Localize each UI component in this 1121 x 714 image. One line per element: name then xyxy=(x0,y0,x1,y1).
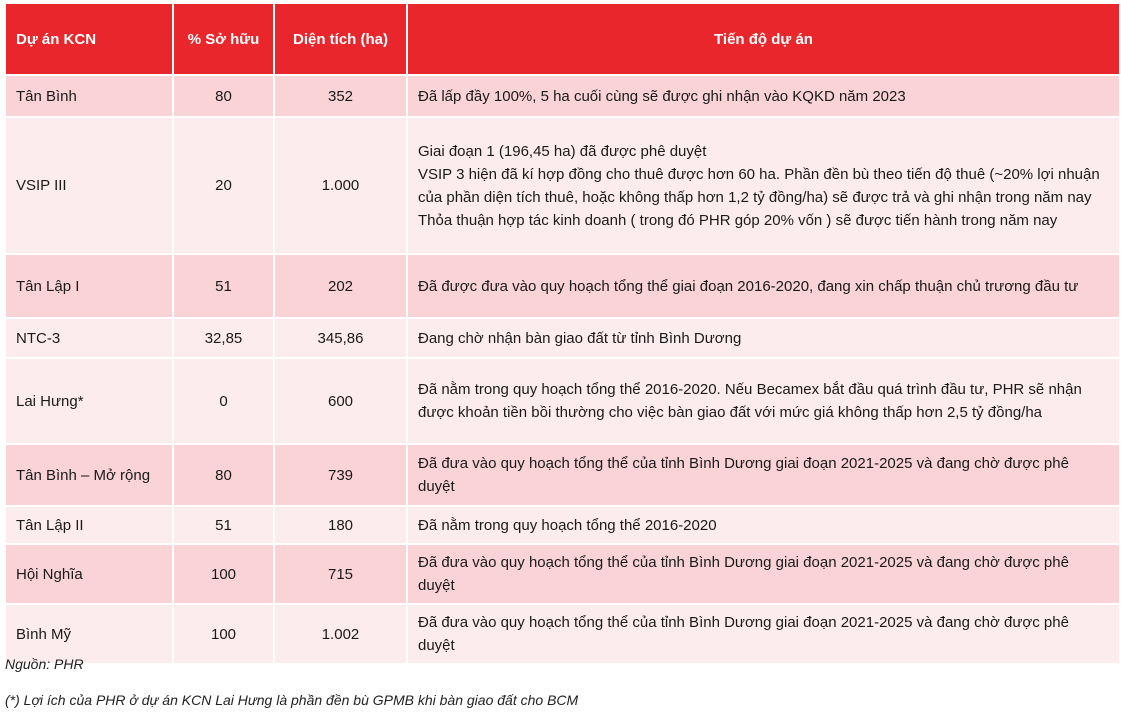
table-row xyxy=(6,545,1119,603)
progress-cell xyxy=(408,118,1119,253)
area-value: 180 xyxy=(275,507,406,543)
header-project: Dự án KCN xyxy=(6,4,172,74)
progress-cell xyxy=(408,359,1119,443)
project-name: Lai Hưng* xyxy=(6,359,172,443)
progress-text: Đã nằm trong quy hoạch tổng thể 2016-2020 xyxy=(418,516,717,534)
area-value: 739 xyxy=(275,445,406,505)
progress-text: Đang chờ nhận bàn giao đất từ tỉnh Bình Dương xyxy=(418,329,742,347)
progress-cell xyxy=(408,605,1119,663)
progress-cell xyxy=(408,255,1119,317)
area-value: 600 xyxy=(275,359,406,443)
ownership-value: 80 xyxy=(174,76,273,116)
ownership-value: 32,85 xyxy=(174,319,273,357)
progress-cell xyxy=(408,319,1119,357)
industrial-park-table xyxy=(4,2,1121,665)
area-value: 1.002 xyxy=(275,605,406,663)
project-name: Tân Lập I xyxy=(6,255,172,317)
ownership-value: 100 xyxy=(174,605,273,663)
project-name: NTC-3 xyxy=(6,319,172,357)
progress-text: Đã được đưa vào quy hoạch tổng thể giai đoạn 2016-2020, đang xin chấp thuận chủ trương đầu tư xyxy=(418,277,1079,295)
project-name: Tân Bình – Mở rộng xyxy=(6,445,172,505)
progress-cell xyxy=(408,445,1119,505)
progress-text: Đã đưa vào quy hoạch tổng thể của tỉnh Bình Dương giai đoạn 2021-2025 và đang chờ được phê duyệt xyxy=(418,455,1069,495)
table-row xyxy=(6,255,1119,317)
progress-cell xyxy=(408,76,1119,116)
area-value: 202 xyxy=(275,255,406,317)
area-value: 1.000 xyxy=(275,118,406,253)
progress-text: Thỏa thuận hợp tác kinh doanh ( trong đó PHR góp 20% vốn ) sẽ được tiến hành trong năm nay xyxy=(418,211,1058,229)
progress-cell xyxy=(408,507,1119,543)
area-value: 352 xyxy=(275,76,406,116)
project-name: Tân Lập II xyxy=(6,507,172,543)
ownership-value: 0 xyxy=(174,359,273,443)
progress-text: Đã đưa vào quy hoạch tổng thể của tỉnh Bình Dương giai đoạn 2021-2025 và đang chờ được phê duyệt xyxy=(418,554,1069,594)
table-row xyxy=(6,359,1119,443)
progress-text: VSIP 3 hiện đã kí hợp đồng cho thuê được hơn 60 ha. Phần đền bù theo tiến độ thuê (~20% lợi nhuận của phần diện tích thuê, hoặc không thấp hơn 1,2 tỷ đồng/ha) sẽ được trả và ghi nhận trong năm nay xyxy=(418,165,1100,206)
header-ownership: % Sở hữu xyxy=(174,4,273,74)
table-row xyxy=(6,507,1119,543)
area-value: 345,86 xyxy=(275,319,406,357)
header-area: Diện tích (ha) xyxy=(275,4,406,74)
ownership-value: 100 xyxy=(174,545,273,603)
table-row xyxy=(6,445,1119,505)
project-name: Tân Bình xyxy=(6,76,172,116)
progress-cell xyxy=(408,545,1119,603)
ownership-value: 80 xyxy=(174,445,273,505)
project-name: Hội Nghĩa xyxy=(6,545,172,603)
progress-text: Đã nằm trong quy hoạch tổng thể 2016-2020. Nếu Becamex bắt đầu quá trình đầu tư, PHR sẽ nhận được khoản tiền bồi thường cho việc bàn giao đất với mức giá không thấp hơn 2,5 tỷ đồng/ha xyxy=(418,381,1082,421)
source-note: Nguồn: PHR xyxy=(5,656,84,672)
ownership-value: 20 xyxy=(174,118,273,253)
table-row xyxy=(6,76,1119,116)
footnote: (*) Lợi ích của PHR ở dự án KCN Lai Hưng là phần đền bù GPMB khi bàn giao đất cho BCM xyxy=(5,692,579,708)
area-value: 715 xyxy=(275,545,406,603)
ownership-value: 51 xyxy=(174,507,273,543)
project-name: VSIP III xyxy=(6,118,172,253)
table-header-row xyxy=(6,4,1119,74)
table-row xyxy=(6,118,1119,253)
progress-text: Giai đoạn 1 (196,45 ha) đã được phê duyệt xyxy=(418,142,707,160)
table-row xyxy=(6,319,1119,357)
table-row xyxy=(6,605,1119,663)
header-progress: Tiến độ dự án xyxy=(408,4,1119,74)
progress-text: Đã lấp đầy 100%, 5 ha cuối cùng sẽ được ghi nhận vào KQKD năm 2023 xyxy=(418,87,906,105)
ownership-value: 51 xyxy=(174,255,273,317)
project-name: Bình Mỹ xyxy=(6,605,172,663)
progress-text: Đã đưa vào quy hoạch tổng thể của tỉnh Bình Dương giai đoạn 2021-2025 và đang chờ được phê duyệt xyxy=(418,614,1069,654)
